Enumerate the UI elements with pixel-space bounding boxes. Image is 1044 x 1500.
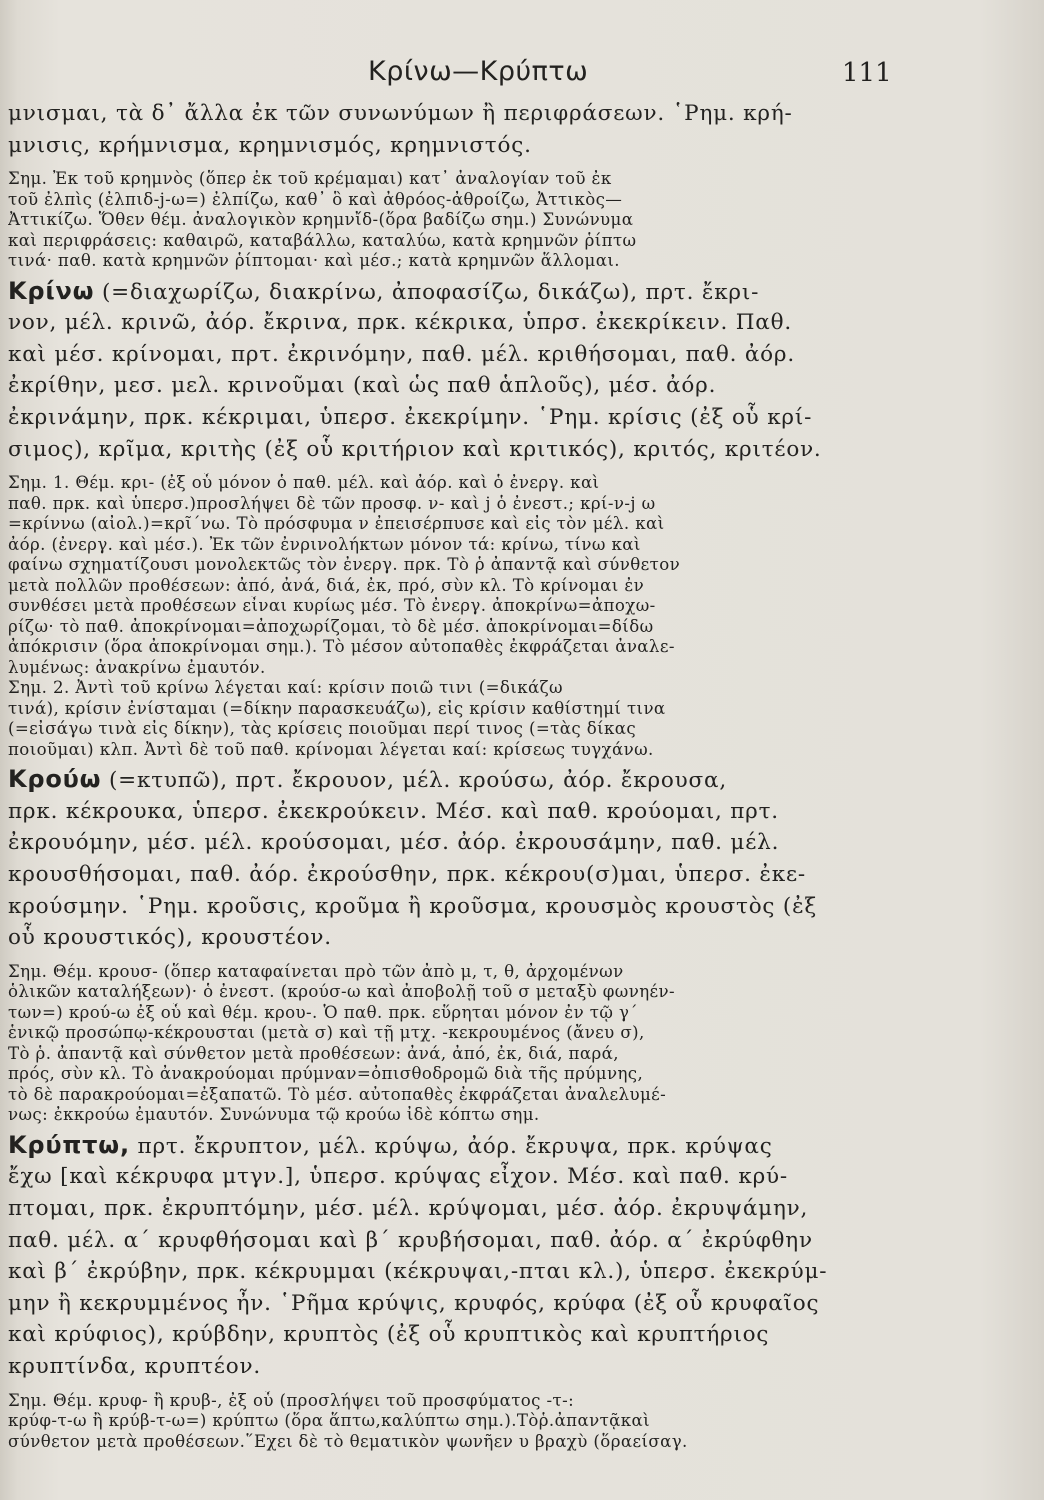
line-text: μνισμαι, τὰ δ᾽ ἄλλα ἐκ τῶν συνωνύμων ἢ περιφράσεων. ῾Ρημ. κρή- <box>8 101 793 126</box>
line-text: =κρίννω (αἰολ.)=κρῖ΄νω. Τὸ πρόσφυμα ν ἐπεισέρπυσε καὶ εἰς τὸν μέλ. καὶ <box>8 514 665 534</box>
line-text: ποιοῦμαι) κλπ. Ἀντὶ δὲ τοῦ παθ. κρίνομαι λέγεται καί: κρίσεως τυγχάνω. <box>8 739 654 759</box>
line-text: των=) κρού-ω ἐξ οὗ καὶ θέμ. κρου-. Ὁ παθ. πρκ. εὕρηται μόνον ἐν τῷ γ΄ <box>8 1002 638 1022</box>
text-line <box>8 514 946 535</box>
text-line <box>8 827 946 859</box>
line-text: Σημ. Ἐκ τοῦ κρημνὸς (ὅπερ ἐκ τοῦ κρέμαμαι) κατ᾽ ἀναλογίαν τοῦ ἐκ <box>8 169 612 189</box>
text-line <box>8 891 946 923</box>
text-line <box>8 796 946 828</box>
text-line <box>8 962 946 983</box>
line-text: καὶ μέσ. κρίνομαι, πρτ. ἐκρινόμην, παθ. μέλ. κριθήσομαι, παθ. ἀόρ. <box>8 341 795 367</box>
text-line <box>8 740 946 761</box>
text-line <box>8 1256 946 1288</box>
text-line <box>8 555 946 576</box>
line-text: σιμος), κρῖμα, κριτὴς (ἐξ οὗ κριτήριον καὶ κριτικός), κριτός, κριτέον. <box>8 436 822 462</box>
text-line <box>8 699 946 720</box>
line-text: λυμένως: ἀνακρίνω ἐμαυτόν. <box>8 657 266 677</box>
line-text: καὶ β΄ ἐκρύβην, πρκ. κέκρυμμαι (κέκρυψαι,-πται κλ.), ὑπερσ. ἐκεκρύμ- <box>8 1259 828 1285</box>
text-line <box>8 982 946 1003</box>
text-line <box>8 1130 946 1162</box>
line-text: τινά), κρίσιν ἐνίσταμαι (=δίκην παρασκευάζω), εἰς κρίσιν καθίστημί τινα <box>8 698 666 718</box>
line-text: ἑνικῷ προσώπῳ-κέκρουσται (μετὰ σ) καὶ τῇ μτχ. -κεκρουμένος (ἄνευ σ), <box>8 1023 645 1043</box>
text-line <box>8 402 946 434</box>
text-line <box>8 1064 946 1085</box>
entry-headword: Κρύπτω, <box>8 1130 130 1159</box>
line-text: Σημ. Θέμ. κρουσ- (ὅπερ καταφαίνεται πρὸ τῶν ἀπὸ μ, τ, θ, ἀρχομένων <box>8 961 624 981</box>
note-paragraph <box>8 169 946 272</box>
line-text: (=εἰσάγω τινὰ εἰς δίκην), τὰς κρίσεις ποιοῦμαι περί τινος (=τὰς δίκας <box>8 719 637 739</box>
text-line <box>8 1003 946 1024</box>
line-text: πρκ. κέκρουκα, ὑπερσ. ἐκεκρούκειν. Μέσ. καὶ παθ. κρούομαι, πρτ. <box>8 798 779 824</box>
line-text: καὶ κρύφιος), κρύβδην, κρυπτὸς (ἐξ οὗ κρυπτικὸς καὶ κρυπτήριος <box>8 1322 770 1348</box>
line-text: μην ἢ κεκρυμμένος ἦν. ῾Ρῆμα κρύψις, κρυφός, κρύφα (ἐξ οὗ κρυφαῖος <box>8 1290 820 1316</box>
text-line <box>8 494 946 515</box>
line-text: νως: ἐκκρούω ἐμαυτόν. Συνώνυμα τῷ κρούω ἰδὲ κόπτω σημ. <box>8 1105 540 1125</box>
text-line <box>8 658 946 679</box>
note-paragraph <box>8 962 946 1126</box>
line-text: παθ. πρκ. καὶ ὑπερσ.)προσλήψει δὲ τῶν προσφ. ν- καὶ j ὁ ἐνεστ.; κρί-ν-j ω <box>8 493 656 513</box>
line-text: τινά· παθ. κατὰ κρημνῶν ῥίπτομαι· καὶ μέσ.; κατὰ κρημνῶν ἅλλομαι. <box>8 251 620 271</box>
line-text: Σημ. 1. Θέμ. κρι- (ἐξ οὗ μόνον ὁ παθ. μέλ. καὶ ἀόρ. καὶ ὁ ἐνεργ. καὶ <box>8 473 600 493</box>
line-text: ρίζω· τὸ παθ. ἀποκρίνομαι=ἀποχωρίζομαι, τὸ δὲ μέσ. ἀποκρίνομαι=δίδω <box>8 616 654 636</box>
text-line <box>8 678 946 699</box>
text-line <box>8 1105 946 1126</box>
entry-paragraph <box>8 1130 946 1383</box>
text-line <box>8 596 946 617</box>
text-line <box>8 339 946 371</box>
note-paragraph <box>8 1391 946 1453</box>
entry-headword: Κρίνω <box>8 276 95 305</box>
line-text: κρύφ-τ-ω ἢ κρύβ-τ-ω=) κρύπτω (ὅρα ἅπτω,καλύπτω σημ.).Τὸῥ.ἀπαντᾷκαὶ <box>8 1411 651 1431</box>
text-line <box>8 473 946 494</box>
text-line <box>8 764 946 796</box>
text-line <box>8 1351 946 1383</box>
line-text: ὁλικῶν καταλήξεων)· ὁ ἐνεστ. (κρούσ-ω καὶ ἀποβολῇ τοῦ σ μεταξὺ φωνηέν- <box>8 982 676 1002</box>
line-text: σύνθετον μετὰ προθέσεων.῞Εχει δὲ τὸ θεματικὸν ψωνῆεν υ βραχὺ (ὅραείσαγ. <box>8 1431 688 1451</box>
text-line <box>8 210 946 231</box>
text-line <box>8 370 946 402</box>
line-text: συνθέσει μετὰ προθέσεων εἶναι κυρίως μέσ. Τὸ ἐνεργ. ἀποκρίνω=ἀποχω- <box>8 596 656 616</box>
line-text: καὶ περιφράσεις: καθαιρῶ, καταβάλλω, καταλύω, κατὰ κρημνῶν ῥίπτω <box>8 230 637 250</box>
text-line <box>8 637 946 658</box>
line-text: κρουσθήσομαι, παθ. ἀόρ. ἐκρούσθην, πρκ. κέκρου(σ)μαι, ὑπερσ. ἐκε- <box>8 862 806 888</box>
text-line <box>8 307 946 339</box>
text-line <box>8 922 946 954</box>
line-text: κρυπτίνδα, κρυπτέον. <box>8 1353 261 1379</box>
line-text: μετὰ πολλῶν προθέσεων: ἀπό, ἀνά, διά, ἐκ, πρό, σὺν κλ. Τὸ κρίνομαι ἐν <box>8 575 645 595</box>
entry-paragraph <box>8 764 946 954</box>
text-line <box>8 130 946 162</box>
text-line <box>8 1044 946 1065</box>
page-number: 111 <box>842 58 892 88</box>
text-line <box>8 251 946 272</box>
text-line <box>8 1288 946 1320</box>
text-line <box>8 169 946 190</box>
text-line <box>8 1161 946 1193</box>
line-text: μνισις, κρήμνισμα, κρημνισμός, κρημνιστός. <box>8 132 532 158</box>
line-text: παθ. μέλ. α΄ κρυφθήσομαι καὶ β΄ κρυβήσομαι, παθ. ἀόρ. α΄ ἐκρύφθην <box>8 1227 813 1253</box>
line-text: πτομαι, πρκ. ἐκρυπτόμην, μέσ. μέλ. κρύψομαι, μέσ. ἀόρ. ἐκρυψάμην, <box>8 1196 809 1221</box>
line-text: Σημ. Θέμ. κρυφ- ἢ κρυβ-, ἐξ οὗ (προσλήψει τοῦ προσφύματος -τ-: <box>8 1390 575 1410</box>
page-header <box>0 56 1044 96</box>
line-text: τοῦ ἐλπὶς (ἐλπιδ-j-ω=) ἐλπίζω, καθ᾽ ὃ καὶ ἀθρόος-ἀθροίζω, Ἀττικὸς— <box>8 189 623 209</box>
text-line <box>8 1411 946 1432</box>
line-text: (=διαχωρίζω, διακρίνω, ἀποφασίζω, δικάζω), πρτ. ἔκρι- <box>94 279 760 305</box>
line-text: τὸ δὲ παρακρούομαι=ἐξαπατῶ. Τὸ μέσ. αὐτοπαθὲς ἐκφράζεται ἀναλελυμέ- <box>8 1084 667 1104</box>
line-text: ἔχω [καὶ κέκρυφα μτγν.], ὑπερσ. κρύψας εἶχον. Μέσ. καὶ παθ. κρύ- <box>8 1164 788 1190</box>
text-line <box>8 1319 946 1351</box>
text-paragraph <box>8 98 946 161</box>
text-line <box>8 719 946 740</box>
text-line <box>8 276 946 308</box>
text-line <box>8 434 946 466</box>
line-text: πρός, σὺν κλ. Τὸ ἀνακρούομαι πρύμναν=ὀπισθοδρομῶ διὰ τῆς πρύμνης, <box>8 1064 644 1084</box>
text-line <box>8 859 946 891</box>
text-line <box>8 98 946 130</box>
text-line <box>8 190 946 211</box>
line-text: (=κτυπῶ), πρτ. ἔκρουον, μέλ. κρούσω, ἀόρ. ἔκρουσα, <box>101 768 727 794</box>
line-text: Σημ. 2. Ἀντὶ τοῦ κρίνω λέγεται καί: κρίσιν ποιῶ τινι (=δικάζω <box>8 678 563 698</box>
line-text: ἐκρίθην, μεσ. μελ. κρινοῦμαι (καὶ ὡς παθ ἁπλοῦς), μέσ. ἀόρ. <box>8 373 717 399</box>
text-line <box>8 617 946 638</box>
running-head: Κρίνω—Κρύπτω <box>368 56 589 87</box>
text-line <box>8 1193 946 1225</box>
text-line <box>8 231 946 252</box>
line-text: νον, μέλ. κρινῶ, ἀόρ. ἔκρινα, πρκ. κέκρικα, ὑπρσ. ἐκεκρίκειν. Παθ. <box>8 310 792 336</box>
line-text: Τὸ ῥ. ἀπαντᾷ καὶ σύνθετον μετὰ προθέσεων: ἀνά, ἀπό, ἐκ, διά, παρά, <box>8 1043 619 1063</box>
line-text: ἀπόκρισιν (ὅρα ἀποκρίνομαι σημ.). Τὸ μέσον αὐτοπαθὲς ἐκφράζεται ἀναλε- <box>8 637 675 657</box>
text-line <box>8 1391 946 1412</box>
text-line <box>8 535 946 556</box>
entry-paragraph <box>8 276 946 466</box>
text-line <box>8 1225 946 1257</box>
line-text: κρούσμην. ῾Ρημ. κροῦσις, κροῦμα ἢ κροῦσμα, κρουσμὸς κρουστὸς (ἐξ <box>8 893 818 919</box>
text-line <box>8 1023 946 1044</box>
text-line <box>8 576 946 597</box>
line-text: ἀόρ. (ἐνεργ. καὶ μέσ.). Ἐκ τῶν ἐνρινολήκτων μόνον τά: κρίνω, τίνω καὶ <box>8 534 641 554</box>
line-text: οὗ κρουστικός), κρουστέον. <box>8 925 332 951</box>
text-line <box>8 1432 946 1453</box>
note-paragraph <box>8 473 946 760</box>
line-text: ἐκρινάμην, πρκ. κέκριμαι, ὑπερσ. ἐκεκρίμην. ῾Ρημ. κρίσις (ἐξ οὗ κρί- <box>8 405 813 431</box>
line-text: ἐκρουόμην, μέσ. μέλ. κρούσομαι, μέσ. ἀόρ. ἐκρουσάμην, παθ. μέλ. <box>8 830 780 856</box>
entry-headword: Κρούω <box>8 765 102 794</box>
line-text: πρτ. ἔκρυπτον, μέλ. κρύψω, ἀόρ. ἔκρυψα, πρκ. κρύψας <box>129 1133 773 1159</box>
dictionary-text <box>8 98 946 1452</box>
line-text: φαίνω σχηματίζουσι μονολεκτῶς τὸν ἐνεργ. πρκ. Τὸ ῥ ἀπαντᾷ καὶ σύνθετον <box>8 555 681 575</box>
line-text: Ἀττικίζω. Ὅθεν θέμ. ἀναλογικὸν κρημνἴδ-(ὅρα βαδίζω σημ.) Συνώνυμα <box>8 210 634 230</box>
text-line <box>8 1085 946 1106</box>
